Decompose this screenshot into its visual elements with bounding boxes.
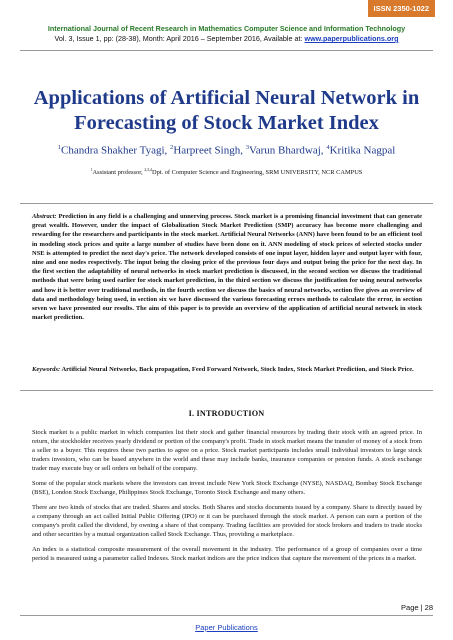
abstract-divider-top — [20, 203, 433, 204]
affiliation-sup-1: 1 — [90, 168, 93, 172]
keywords-text: Artificial Neural Networks, Back propagation, Feed Forward Network, Stock Index, Stock Market Prediction, and Stock Price. — [61, 366, 414, 373]
volume-text: Vol. 3, Issue 1, pp: (28-38), Month: April 2016 – September 2016, Available at: — [54, 34, 305, 43]
website-link[interactable]: www.paperpublications.org — [304, 34, 399, 43]
affiliation-sup-2: 2,3,4 — [144, 168, 152, 172]
journal-name: International Journal of Recent Research in Mathematics Computer Science and Information Technology — [47, 24, 406, 33]
section-heading-introduction: I. INTRODUCTION — [188, 409, 265, 418]
author-2: Harpreet Singh, — [173, 144, 246, 157]
author-1-sup: 1 — [57, 144, 61, 151]
intro-paragraph-4: An index is a statistical composite measurement of the overall movement in the industry. The performance of a group of companies over a time period is measured using a parameter called Indexes. Stock market indices are the price indices that capture the movement of the prices in a market. — [32, 546, 422, 562]
author-list — [20, 141, 433, 158]
affiliation-text-2: Dpt. of Computer Science and Engineering, SRM UNIVERSITY, NCR CAMPUS — [151, 169, 363, 177]
header-divider — [20, 50, 433, 51]
abstract-text: Prediction in any field is a challenging and unnerving process. Stock market is a promising financial investment that can generate great wealth. However, under the impact of Globalization Stock Market Prediction (SMP) accuracy has become more challenging and rewarding for the researchers and participants in the stock market. Artificial Neural Networks (ANN) have been found to be an efficient tool in modeling stock prices and quite a large number of studies have been done on it. ANN modeling of stock prices of selected stocks under NSE is attempted to predict the next day's price. The network developed consists of one input layer, hidden layer and output layer with four, nine and one nodes respectively. The input being the closing price of the previous four days and output being the price for the next day. In the first section the adaptability of neural networks in stock market prediction is discussed, in the second section we discuss the traditional methods that were being used earlier for stock market prediction, in the third section we discuss the justification for using neural networks and how it is better over traditional methods, in the fourth section we discuss the basics of neural networks, section five gives an overview of data and methodology being used, in section six we have discussed the various forecasting errors methods to calculate the error, in section seven we have presented our results. The aim of this paper is to provide an overview of the application of artificial neural network in stock market prediction. — [32, 213, 422, 322]
author-4: Kritika Nagpal — [329, 144, 396, 157]
page-number: Page | 28 — [401, 603, 433, 612]
intro-paragraph-1: Stock market is a public market in which companies list their stock and gather financial resources by trading their stock with an agreed price. In return, the stockholder receives yearly dividend or portion of the company's profit. Trade in stock market means the transfer of money of a stock from a seller to a buyer. This requires these two parties to agree on a price. Stock market participants includes small individual investors to large stock traders investors, who can be based anywhere in the world and these may include banks, insurance companies or pension funds. A stock exchange trader may execute buy or sell orders on behalf of the company. — [32, 429, 422, 472]
author-3-sup: 3 — [245, 144, 250, 151]
keywords-label: Keywords: — [32, 366, 61, 373]
abstract-divider-bottom — [20, 390, 433, 391]
author-4-sup: 4 — [326, 144, 330, 151]
intro-paragraph-2: Some of the popular stock markets where the investors can invest include New York Stock Exchange (NYSE), NASDAQ, Bombay Stock Exchange (BSE), London Stock Exchange, Philippines Stock Exchange, Toronto Stock Exchange and many others. — [32, 480, 422, 496]
paper-title: Applications of Artificial Neural Network in Forecasting of Stock Market Index — [33, 87, 420, 134]
author-1: Chandra Shakher Tyagi, — [61, 144, 171, 157]
journal-header — [20, 24, 433, 44]
abstract — [32, 212, 422, 322]
keywords — [32, 365, 422, 374]
volume-line — [20, 34, 433, 44]
issn-badge: ISSN 2350-1022 — [368, 0, 435, 17]
author-2-sup: 2 — [170, 144, 174, 151]
affiliation-text-1: Assistant professor, — [92, 169, 145, 177]
affiliation — [20, 166, 433, 177]
introduction-body — [32, 428, 422, 569]
intro-paragraph-3: There are two kinds of stocks that are traded. Shares and stocks. Both Shares and stocks documents issued by a company. Share is directly issued by a company through an act called Initial Public Offering (IPO) or it can be purchased through the stock market. A person can earn a portion of the company's profit called the dividend, by owning a share of that company. Trading facilities are provided for stock brokers and traders to trade stocks and other securities by a mutual organization called Stock Exchange. Thus, providing a marketplace. — [32, 504, 422, 538]
footer-divider — [20, 615, 433, 616]
author-3: Varun Bhardwaj, — [249, 144, 327, 157]
publisher-link[interactable]: Paper Publications — [195, 623, 258, 632]
abstract-label: Abstract: — [32, 213, 57, 220]
